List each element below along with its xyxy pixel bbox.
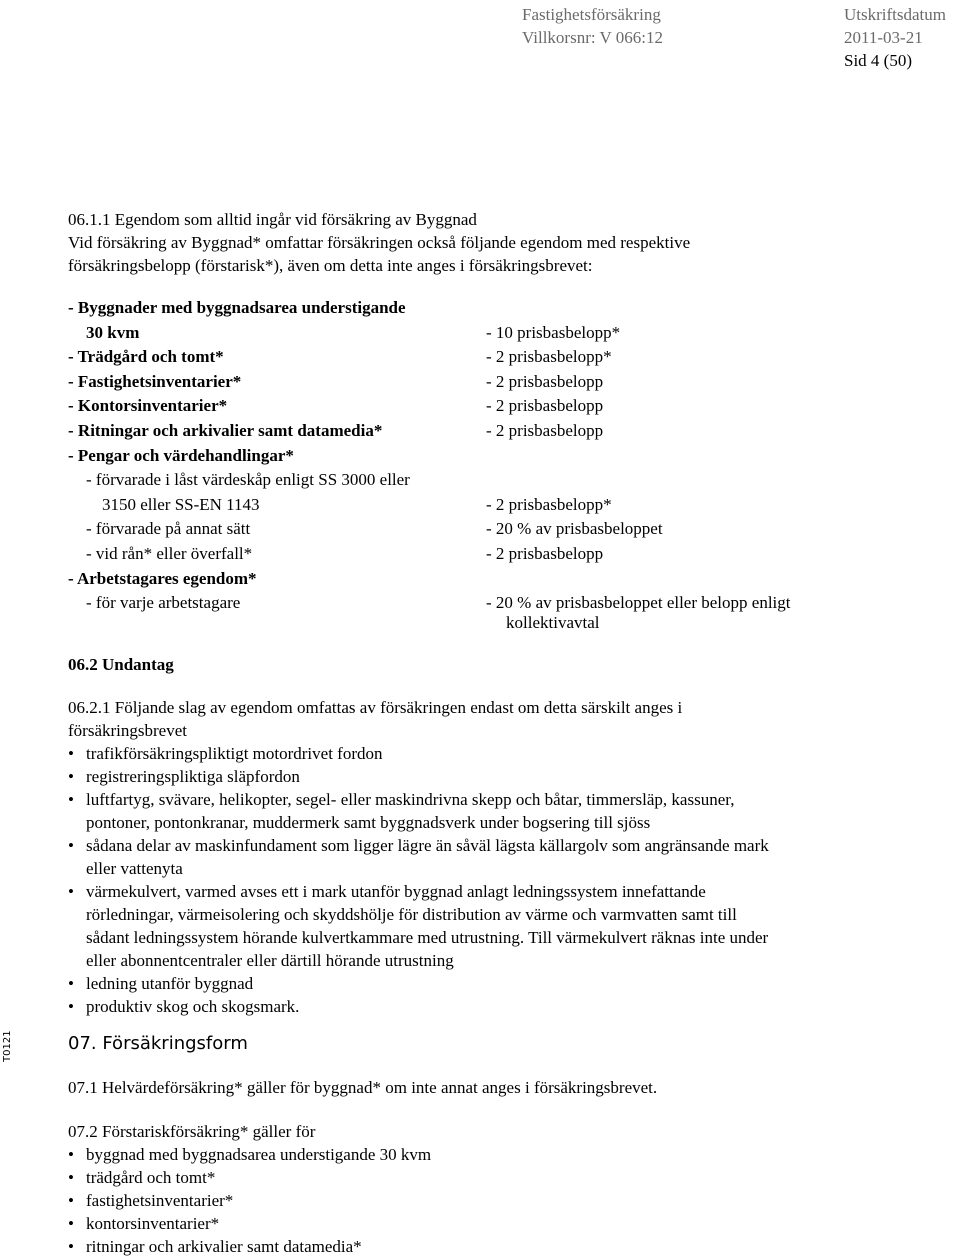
coverage-item-amount: - 20 % av prisbasbeloppet eller belopp enligt (486, 593, 791, 613)
section-0621-intro-2: försäkringsbrevet (68, 721, 187, 740)
first-risk-item: • ritningar och arkivalier samt datamedia* (68, 1235, 431, 1258)
coverage-item-amount: - 2 prisbasbelopp* (486, 347, 612, 367)
coverage-item-row (68, 444, 928, 469)
coverage-item-name: - vid rån* eller överfall* (86, 543, 253, 563)
coverage-item-row (68, 370, 928, 395)
coverage-item-name: 30 kvm (86, 322, 140, 342)
coverage-item-amount: - 10 prisbasbelopp* (486, 322, 621, 342)
coverage-item-row (68, 345, 928, 370)
coverage-item-name: - Arbetstagares egendom* (68, 568, 257, 588)
coverage-item-row (68, 517, 928, 542)
first-risk-item: • fastighetsinventarier* (68, 1189, 431, 1212)
coverage-item-name: - Fastighetsinventarier* (68, 371, 242, 391)
first-risk-item: • trädgård och tomt* (68, 1166, 431, 1189)
coverage-item-amount: - 2 prisbasbelopp (486, 371, 604, 391)
exclusion-item: • sådana delar av maskinfundament som ligger lägre än såväl lägsta källargolv som angränsande mark (68, 834, 769, 857)
section-0611-line-2: försäkringsbelopp (förstarisk*), även om detta inte anges i försäkringsbrevet: (68, 256, 593, 275)
exclusion-list (68, 742, 769, 1018)
exclusion-item-continuation: pontoner, pontonkranar, muddermerk samt byggnadsverk under bogsering till sjöss (86, 813, 651, 832)
first-risk-item: • byggnad med byggnadsarea understigande 30 kvm (68, 1143, 431, 1166)
coverage-item-amount: - 2 prisbasbelopp (486, 543, 604, 563)
coverage-item-name: 3150 eller SS-EN 1143 (102, 494, 260, 514)
coverage-item-row (68, 468, 928, 493)
header-page-number: Sid 4 (50) (844, 51, 912, 70)
first-risk-item: • kontorsinventarier* (68, 1212, 431, 1235)
section-0621-intro-1: 06.2.1 Följande slag av egendom omfattas av försäkringen endast om detta särskilt anges i (68, 698, 683, 717)
section-071: 07.1 Helvärdeförsäkring* gäller för byggnad* om inte annat anges i försäkringsbrevet. (68, 1078, 658, 1097)
exclusion-item: • trafikförsäkringspliktigt motordrivet fordon (68, 742, 769, 765)
header-print-date: 2011-03-21 (844, 28, 923, 47)
exclusion-item: • registreringspliktiga släpfordon (68, 765, 769, 788)
exclusion-item-continuation: eller abonnentcentraler eller därtill hörande utrustning (86, 951, 454, 970)
exclusion-item-continuation: eller vattenyta (86, 859, 183, 878)
exclusion-item-continuation: rörledningar, värmeisolering och skyddshölje för distribution av värme och varmvatten samt till (86, 905, 737, 924)
coverage-item-amount: - 2 prisbasbelopp (486, 420, 604, 440)
section-0611-line-1: Vid försäkring av Byggnad* omfattar försäkringen också följande egendom med respektive (68, 233, 691, 252)
header-terms-number: Villkorsnr: V 066:12 (522, 28, 663, 47)
coverage-items-table (68, 296, 928, 616)
coverage-items-tail: kollektivavtal (506, 613, 600, 632)
coverage-item-amount: - 2 prisbasbelopp* (486, 494, 612, 514)
coverage-item-row (68, 394, 928, 419)
section-062-heading: 06.2 Undantag (68, 655, 174, 674)
coverage-item-row (68, 493, 928, 518)
section-072 (68, 1120, 431, 1258)
section-072-intro: 07.2 Förstariskförsäkring* gäller för (68, 1122, 316, 1141)
coverage-item-row (68, 542, 928, 567)
coverage-item-row (68, 296, 928, 321)
first-risk-list (68, 1143, 431, 1258)
coverage-item-row (68, 567, 928, 592)
coverage-item-name: - Ritningar och arkivalier samt datamedia* (68, 420, 383, 440)
coverage-item-amount: - 20 % av prisbasbeloppet (486, 519, 663, 539)
coverage-item-name: - Pengar och värdehandlingar* (68, 445, 294, 465)
side-code: T0121 (2, 1030, 13, 1062)
section-0621 (68, 696, 769, 1018)
coverage-item-row (68, 321, 928, 346)
coverage-item-name: - förvarade i låst värdeskåp enligt SS 3000 eller (86, 470, 410, 490)
coverage-item-row (68, 419, 928, 444)
exclusion-item: • produktiv skog och skogsmark. (68, 995, 769, 1018)
exclusion-item: • värmekulvert, varmed avses ett i mark utanför byggnad anlagt ledningssystem innefattande (68, 880, 769, 903)
coverage-item-name: - Trädgård och tomt* (68, 347, 224, 367)
coverage-item-row (68, 591, 928, 616)
exclusion-item-continuation: sådant ledningssystem hörande kulvertkammare med utrustning. Till värmekulvert räknas inte under (86, 928, 769, 947)
coverage-item-name: - förvarade på annat sätt (86, 519, 251, 539)
coverage-item-name: - för varje arbetstagare (86, 593, 241, 613)
exclusion-item: • luftfartyg, svävare, helikopter, segel- eller maskindrivna skepp och båtar, timmersläp, kassuner, (68, 788, 769, 811)
coverage-item-name: - Kontorsinventarier* (68, 396, 228, 416)
section-0611-heading: 06.1.1 Egendom som alltid ingår vid försäkring av Byggnad (68, 210, 477, 229)
section-0611 (68, 208, 690, 277)
coverage-item-name: - Byggnader med byggnadsarea understigande (68, 298, 406, 317)
exclusion-item: • ledning utanför byggnad (68, 972, 769, 995)
coverage-item-amount: - 2 prisbasbelopp (486, 396, 604, 416)
header-print-date-label: Utskriftsdatum (844, 5, 946, 24)
header-product: Fastighetsförsäkring (522, 5, 661, 24)
section-07-heading: 07. Försäkringsform (68, 1033, 248, 1054)
